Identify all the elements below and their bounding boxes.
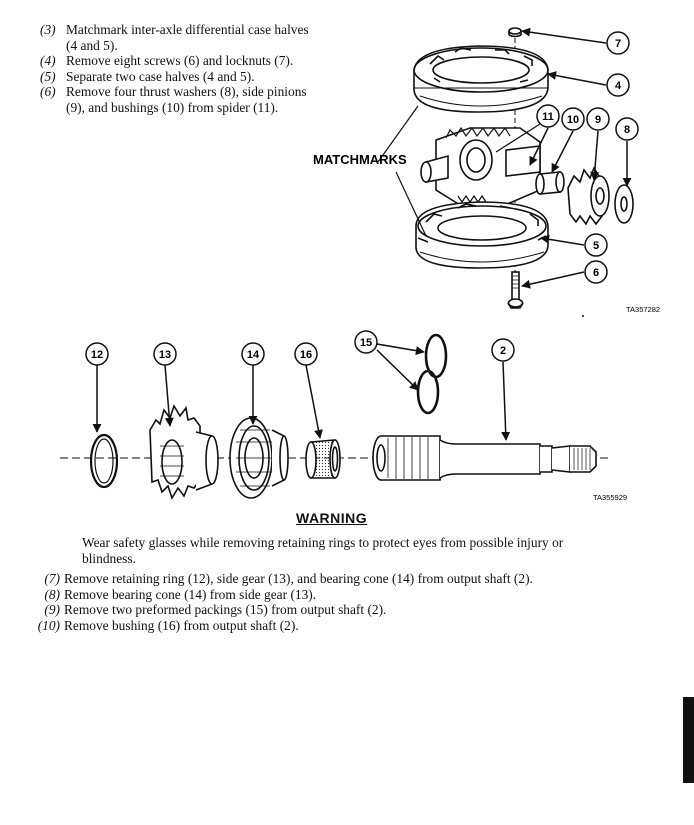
step-text: Remove bushing (16) from output shaft (2). [64,617,299,633]
svg-text:4: 4 [614,80,622,92]
step-number: (6) [40,84,56,100]
page-edge-tab-marker [683,697,694,783]
step-text: Matchmark inter-axle differential case halves (4 and 5). [66,22,309,53]
callout-13 [154,343,176,365]
callout-5 [585,234,607,256]
callout-4 [607,74,629,96]
callout-9 [587,108,609,130]
svg-text:10: 10 [566,114,580,126]
step-8 [14,587,634,603]
callout-10 [562,108,584,130]
callout-8 [616,118,638,140]
step-text: Remove retaining ring (12), side gear (13), and bearing cone (14) from output shaft (2). [64,571,533,586]
screw-6-drawing [508,272,523,308]
svg-text:6: 6 [592,267,600,279]
svg-text:7: 7 [614,38,622,50]
bushing-10-drawing [536,172,564,194]
step-number: (5) [40,68,56,84]
svg-text:5: 5 [592,240,600,252]
warning-title: WARNING [296,510,368,526]
callout-12 [86,343,108,365]
warning-text: Wear safety glasses while removing retaining rings to protect eyes from possible injury or blindness. [82,535,564,566]
step-text: Remove eight screws (6) and locknuts (7). [66,53,294,69]
case-half-4-drawing [414,46,548,112]
step-text: Remove four thrust washers (8), side pinions (9), and bushings (10) from spider (11). [66,84,307,115]
figure2-tag: TA355929 [593,493,628,502]
callout-16 [295,343,317,365]
step-number: (3) [40,22,56,37]
locknut-7-drawing [509,28,521,37]
step-number: (4) [40,53,56,69]
bushing-16-drawing [306,440,340,478]
step-text: Remove bearing cone (14) from side gear (13). [64,586,317,602]
step-number: (10) [37,617,60,633]
preformed-packings-15-drawing [418,335,446,413]
svg-text:12: 12 [90,349,104,361]
step-10 [14,618,634,634]
callout-14 [242,343,264,365]
step-number: (7) [44,571,60,586]
callout-2 [492,339,514,361]
svg-text:13: 13 [158,349,172,361]
spider-pinion-assembly-drawing [421,128,540,205]
bottom-procedure-steps [14,571,634,633]
svg-text:9: 9 [594,114,602,126]
output-shaft-2-drawing [373,436,596,480]
svg-text:15: 15 [359,337,373,349]
step-number: (8) [44,586,60,602]
step-text: Remove two preformed packings (15) from output shaft (2). [64,602,387,618]
step-9 [14,602,634,618]
svg-text:16: 16 [299,349,313,361]
step-7 [14,571,634,587]
callout-15 [355,331,377,353]
retaining-ring-12-drawing [91,435,117,487]
side-gear-13-drawing [150,406,218,498]
svg-text:11: 11 [542,111,554,123]
output-shaft-diagram [60,335,610,498]
svg-text:8: 8 [623,124,631,136]
step-number: (9) [44,602,60,618]
step-text: Separate two case halves (4 and 5). [66,68,255,84]
callout-7 [607,32,629,54]
stray-dot [582,315,584,317]
side-pinion-9-drawing [568,168,609,224]
matchmarks-label: MATCHMARKS [313,152,407,167]
callout-6 [585,261,607,283]
case-half-5-drawing [416,202,548,268]
callout-11 [537,105,559,127]
svg-text:2: 2 [499,345,507,357]
thrust-washer-8-drawing [615,185,633,223]
bearing-cone-14-drawing [230,418,288,498]
figure1-tag: TA357282 [626,305,661,314]
svg-text:14: 14 [246,349,260,361]
